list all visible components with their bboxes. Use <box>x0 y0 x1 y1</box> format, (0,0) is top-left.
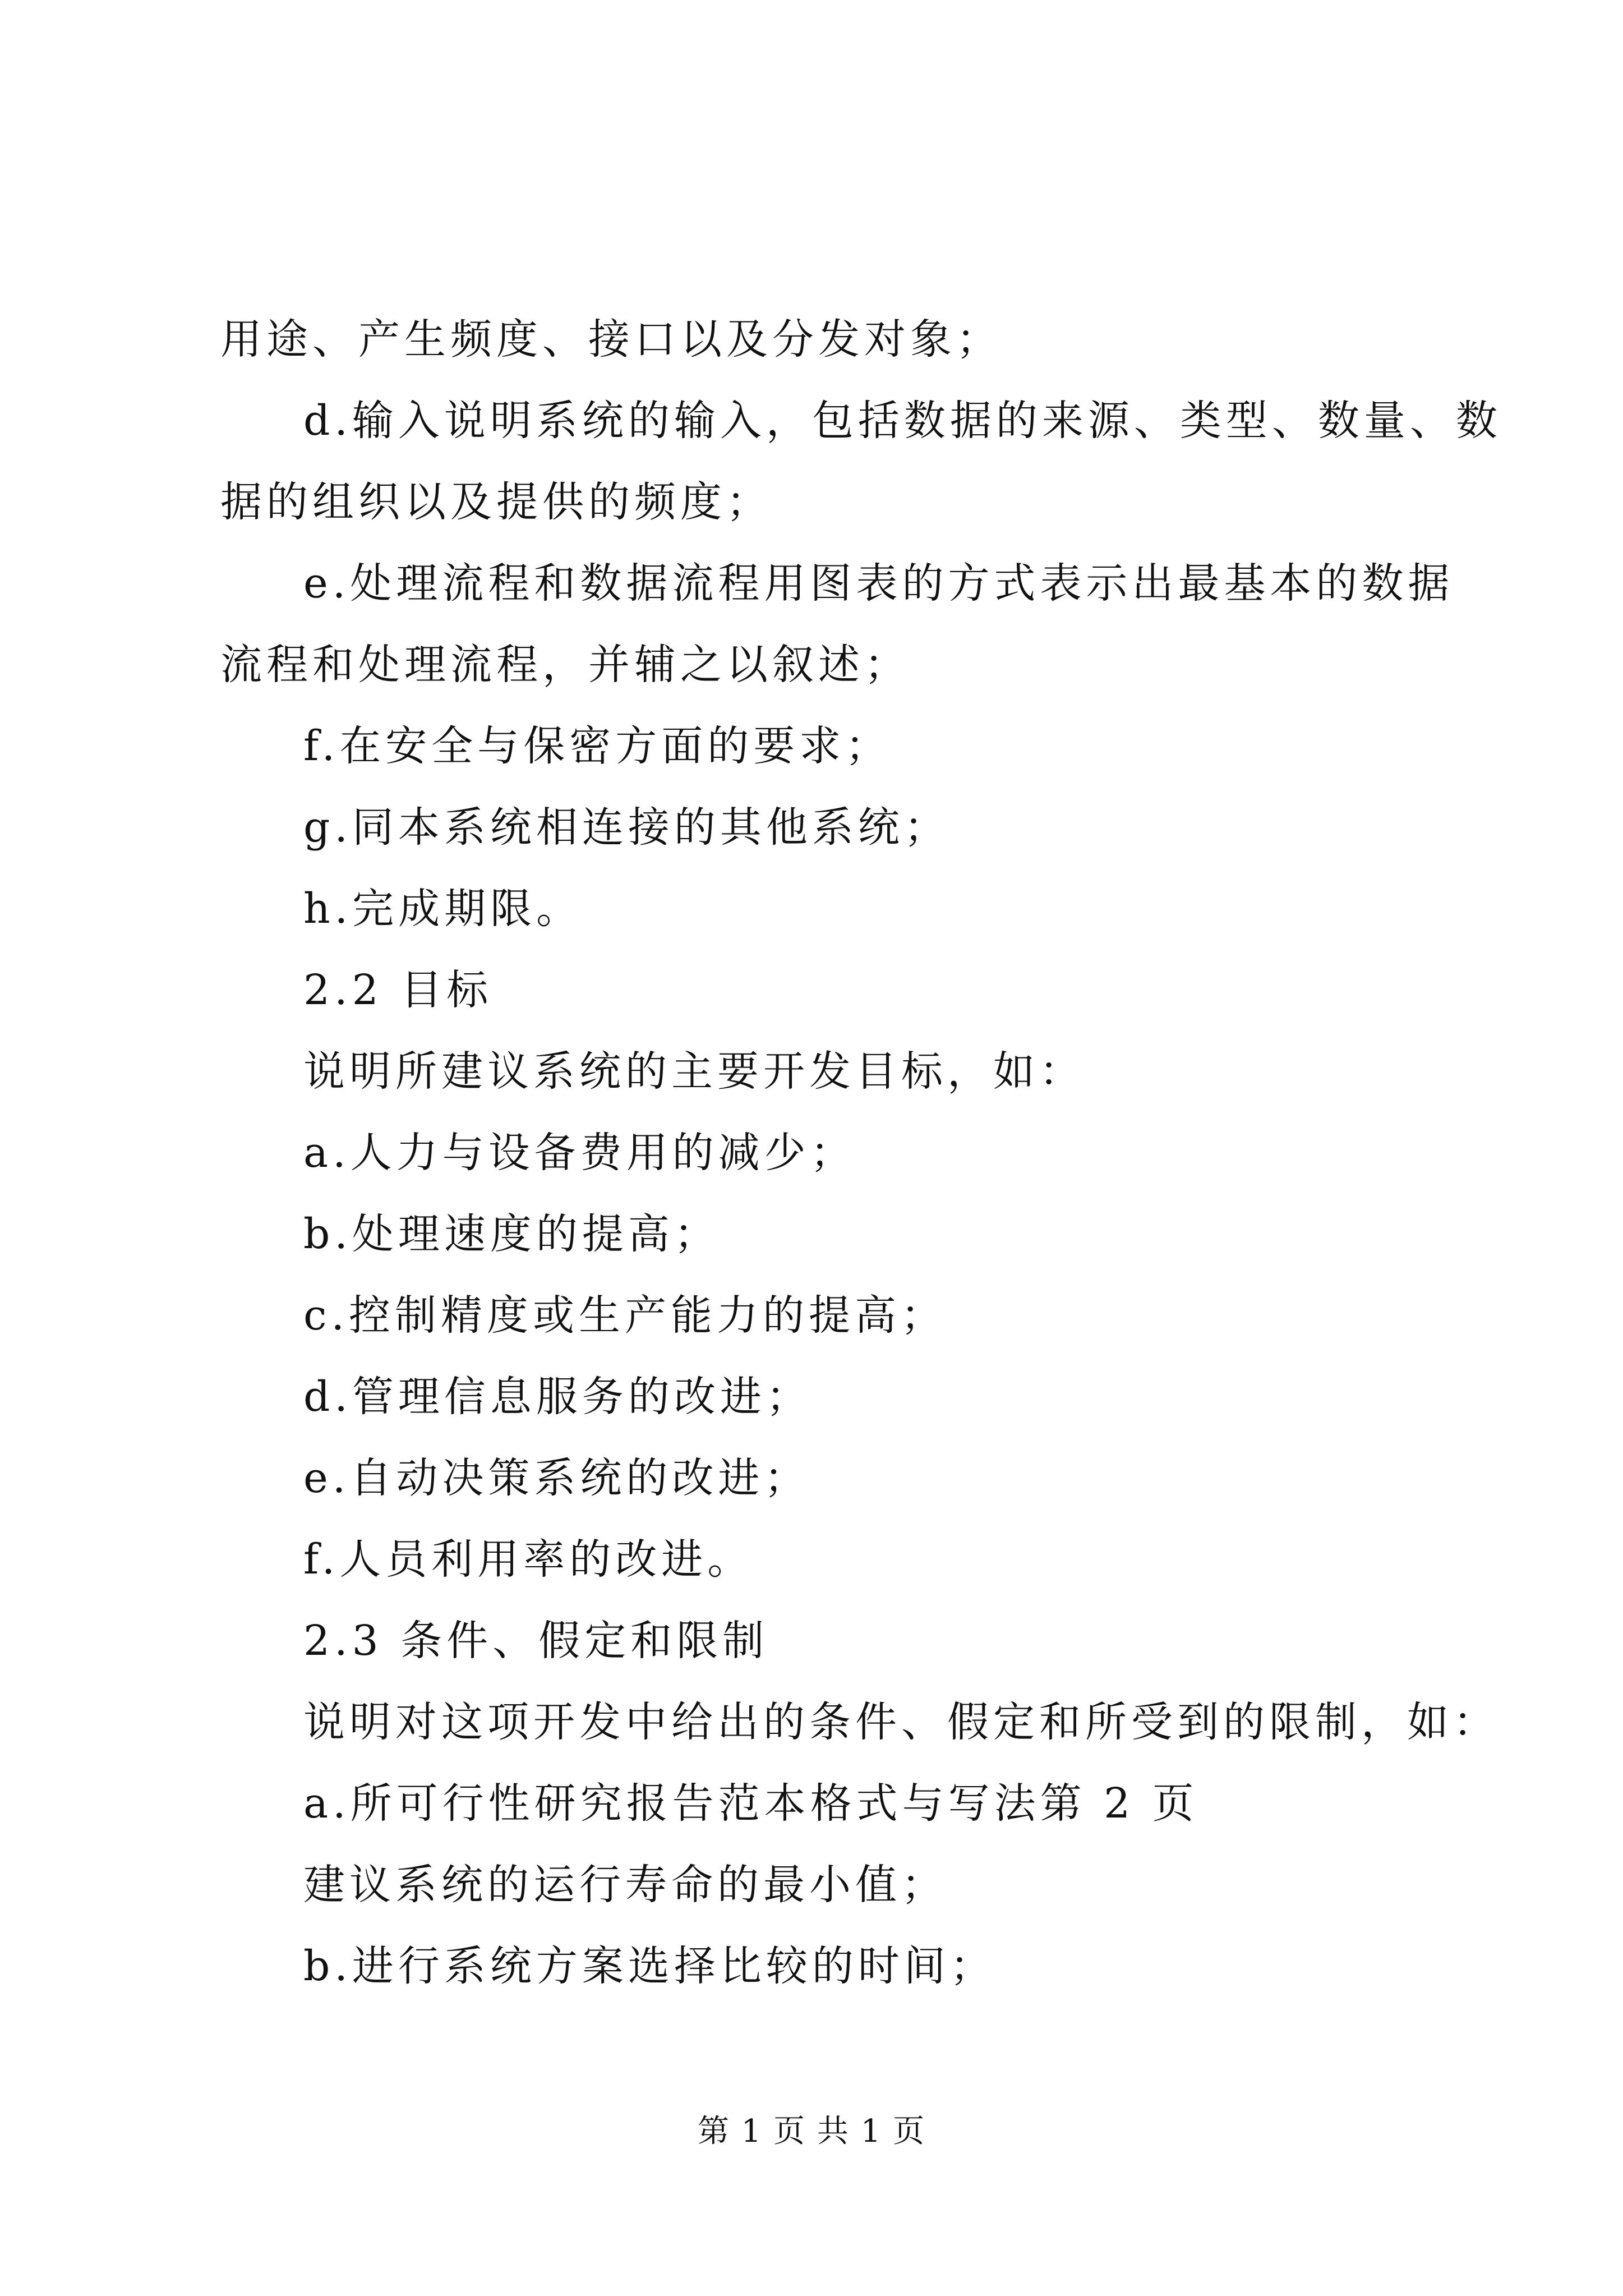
body-line-1: 用途、产生频度、接口以及分发对象； <box>220 315 1002 364</box>
body-line-21: b.进行系统方案选择比较的时间； <box>303 1942 996 1990</box>
body-line-10: 说明所建议系统的主要开发目标，如： <box>303 1047 1085 1096</box>
body-line-16: f.人员利用率的改进。 <box>303 1535 754 1584</box>
body-line-4: e.处理流程和数据流程用图表的方式表示出最基本的数据 <box>303 559 1454 608</box>
page-footer: 第 1 页 共 1 页 <box>697 2113 926 2150</box>
body-line-5: 流程和处理流程，并辅之以叙述； <box>220 641 910 689</box>
body-line-6: f.在安全与保密方面的要求； <box>303 722 892 770</box>
body-line-18: 说明对这项开发中给出的条件、假定和所受到的限制，如： <box>303 1698 1499 1746</box>
body-line-15: e.自动决策系统的改进； <box>303 1454 810 1502</box>
body-line-11: a.人力与设备费用的减少； <box>303 1129 856 1177</box>
body-line-7: g.同本系统相连接的其他系统； <box>303 803 950 852</box>
section-heading-2-3: 2.3 条件、假定和限制 <box>303 1617 769 1665</box>
body-line-14: d.管理信息服务的改进； <box>303 1373 812 1421</box>
body-line-19: a.所可行性研究报告范本格式与写法第 2 页 <box>303 1779 1198 1828</box>
body-line-20: 建议系统的运行寿命的最小值； <box>303 1861 947 1909</box>
body-line-12: b.处理速度的提高； <box>303 1210 720 1258</box>
body-line-13: c.控制精度或生产能力的提高； <box>303 1291 947 1340</box>
body-line-2: d.输入说明系统的输入，包括数据的来源、类型、数量、数 <box>303 397 1502 445</box>
body-line-8: h.完成期限。 <box>303 885 583 933</box>
section-heading-2-2: 2.2 目标 <box>303 966 493 1014</box>
body-line-3: 据的组织以及提供的频度； <box>220 478 772 526</box>
